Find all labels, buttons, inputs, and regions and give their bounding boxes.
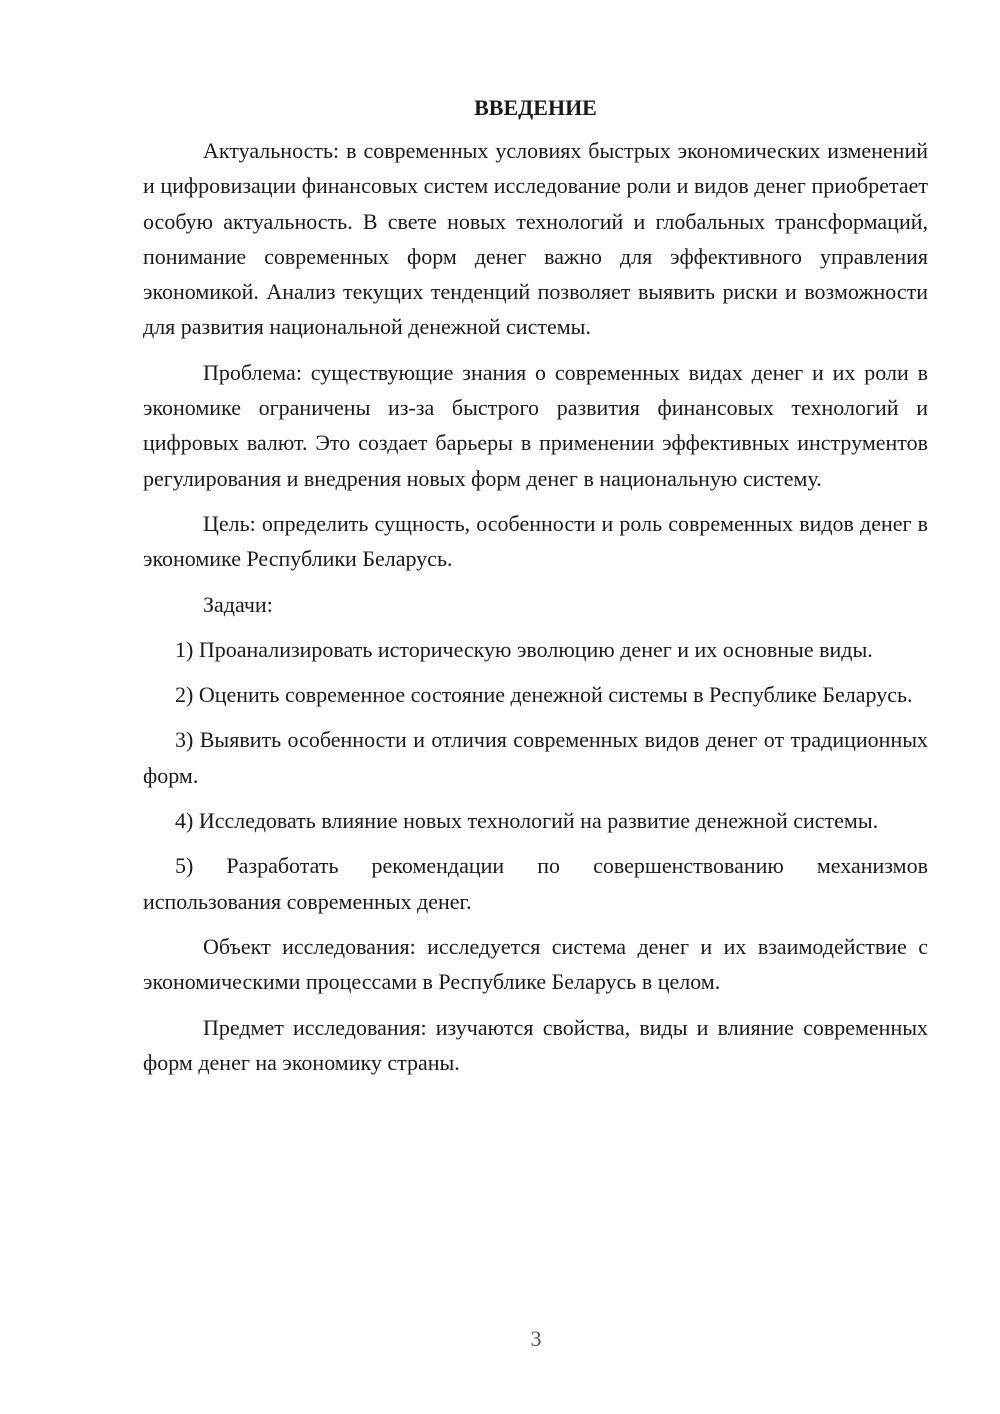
- page-number: 3: [530, 1326, 542, 1351]
- section-title: ВВЕДЕНИЕ: [474, 95, 597, 120]
- task-item-5: 5) Разработать рекомендации по совершенствованию механизмов использования современных денег.: [143, 853, 928, 914]
- subject-paragraph: Предмет исследования: изучаются свойства, виды и влияние современных форм денег на экономику страны.: [143, 1014, 928, 1075]
- goal-paragraph: Цель: определить сущность, особенности и роль современных видов денег в экономике Республики Беларусь.: [143, 510, 928, 572]
- task-item-2: 2) Оценить современное состояние денежной системы в Республике Беларусь.: [175, 682, 913, 708]
- document-page: [143, 90, 928, 1090]
- task-item-1: 1) Проанализировать историческую эволюцию денег и их основные виды.: [175, 636, 873, 662]
- problem-paragraph: Проблема: существующие знания о современных видах денег и их роли в экономике ограничены из-за быстрого развития финансовых технологий и цифровых валют. Это создает барьеры в применении эффективных инструментов регулирования и внедрения новых форм денег в национальную систему.: [143, 359, 928, 491]
- tasks-heading: Задачи:: [203, 591, 273, 617]
- task-item-3: 3) Выявить особенности и отличия современных видов денег от традиционных форм.: [143, 727, 928, 788]
- relevance-paragraph: Актуальность: в современных условиях быстрых экономических изменений и цифровизации финансовых систем исследование роли и видов денег приобретает особую актуальность. В свете новых технологий и глобальных трансформаций, понимание современных форм денег важно для эффективного управления экономикой. Анализ текущих тенденций позволяет выявить риски и возможности для развития национальной денежной системы.: [143, 138, 928, 340]
- task-item-4: 4) Исследовать влияние новых технологий на развитие денежной системы.: [175, 808, 879, 834]
- object-paragraph: Объект исследования: исследуется система денег и их взаимодействие с экономическими процессами в Республике Беларусь в целом.: [143, 933, 928, 995]
